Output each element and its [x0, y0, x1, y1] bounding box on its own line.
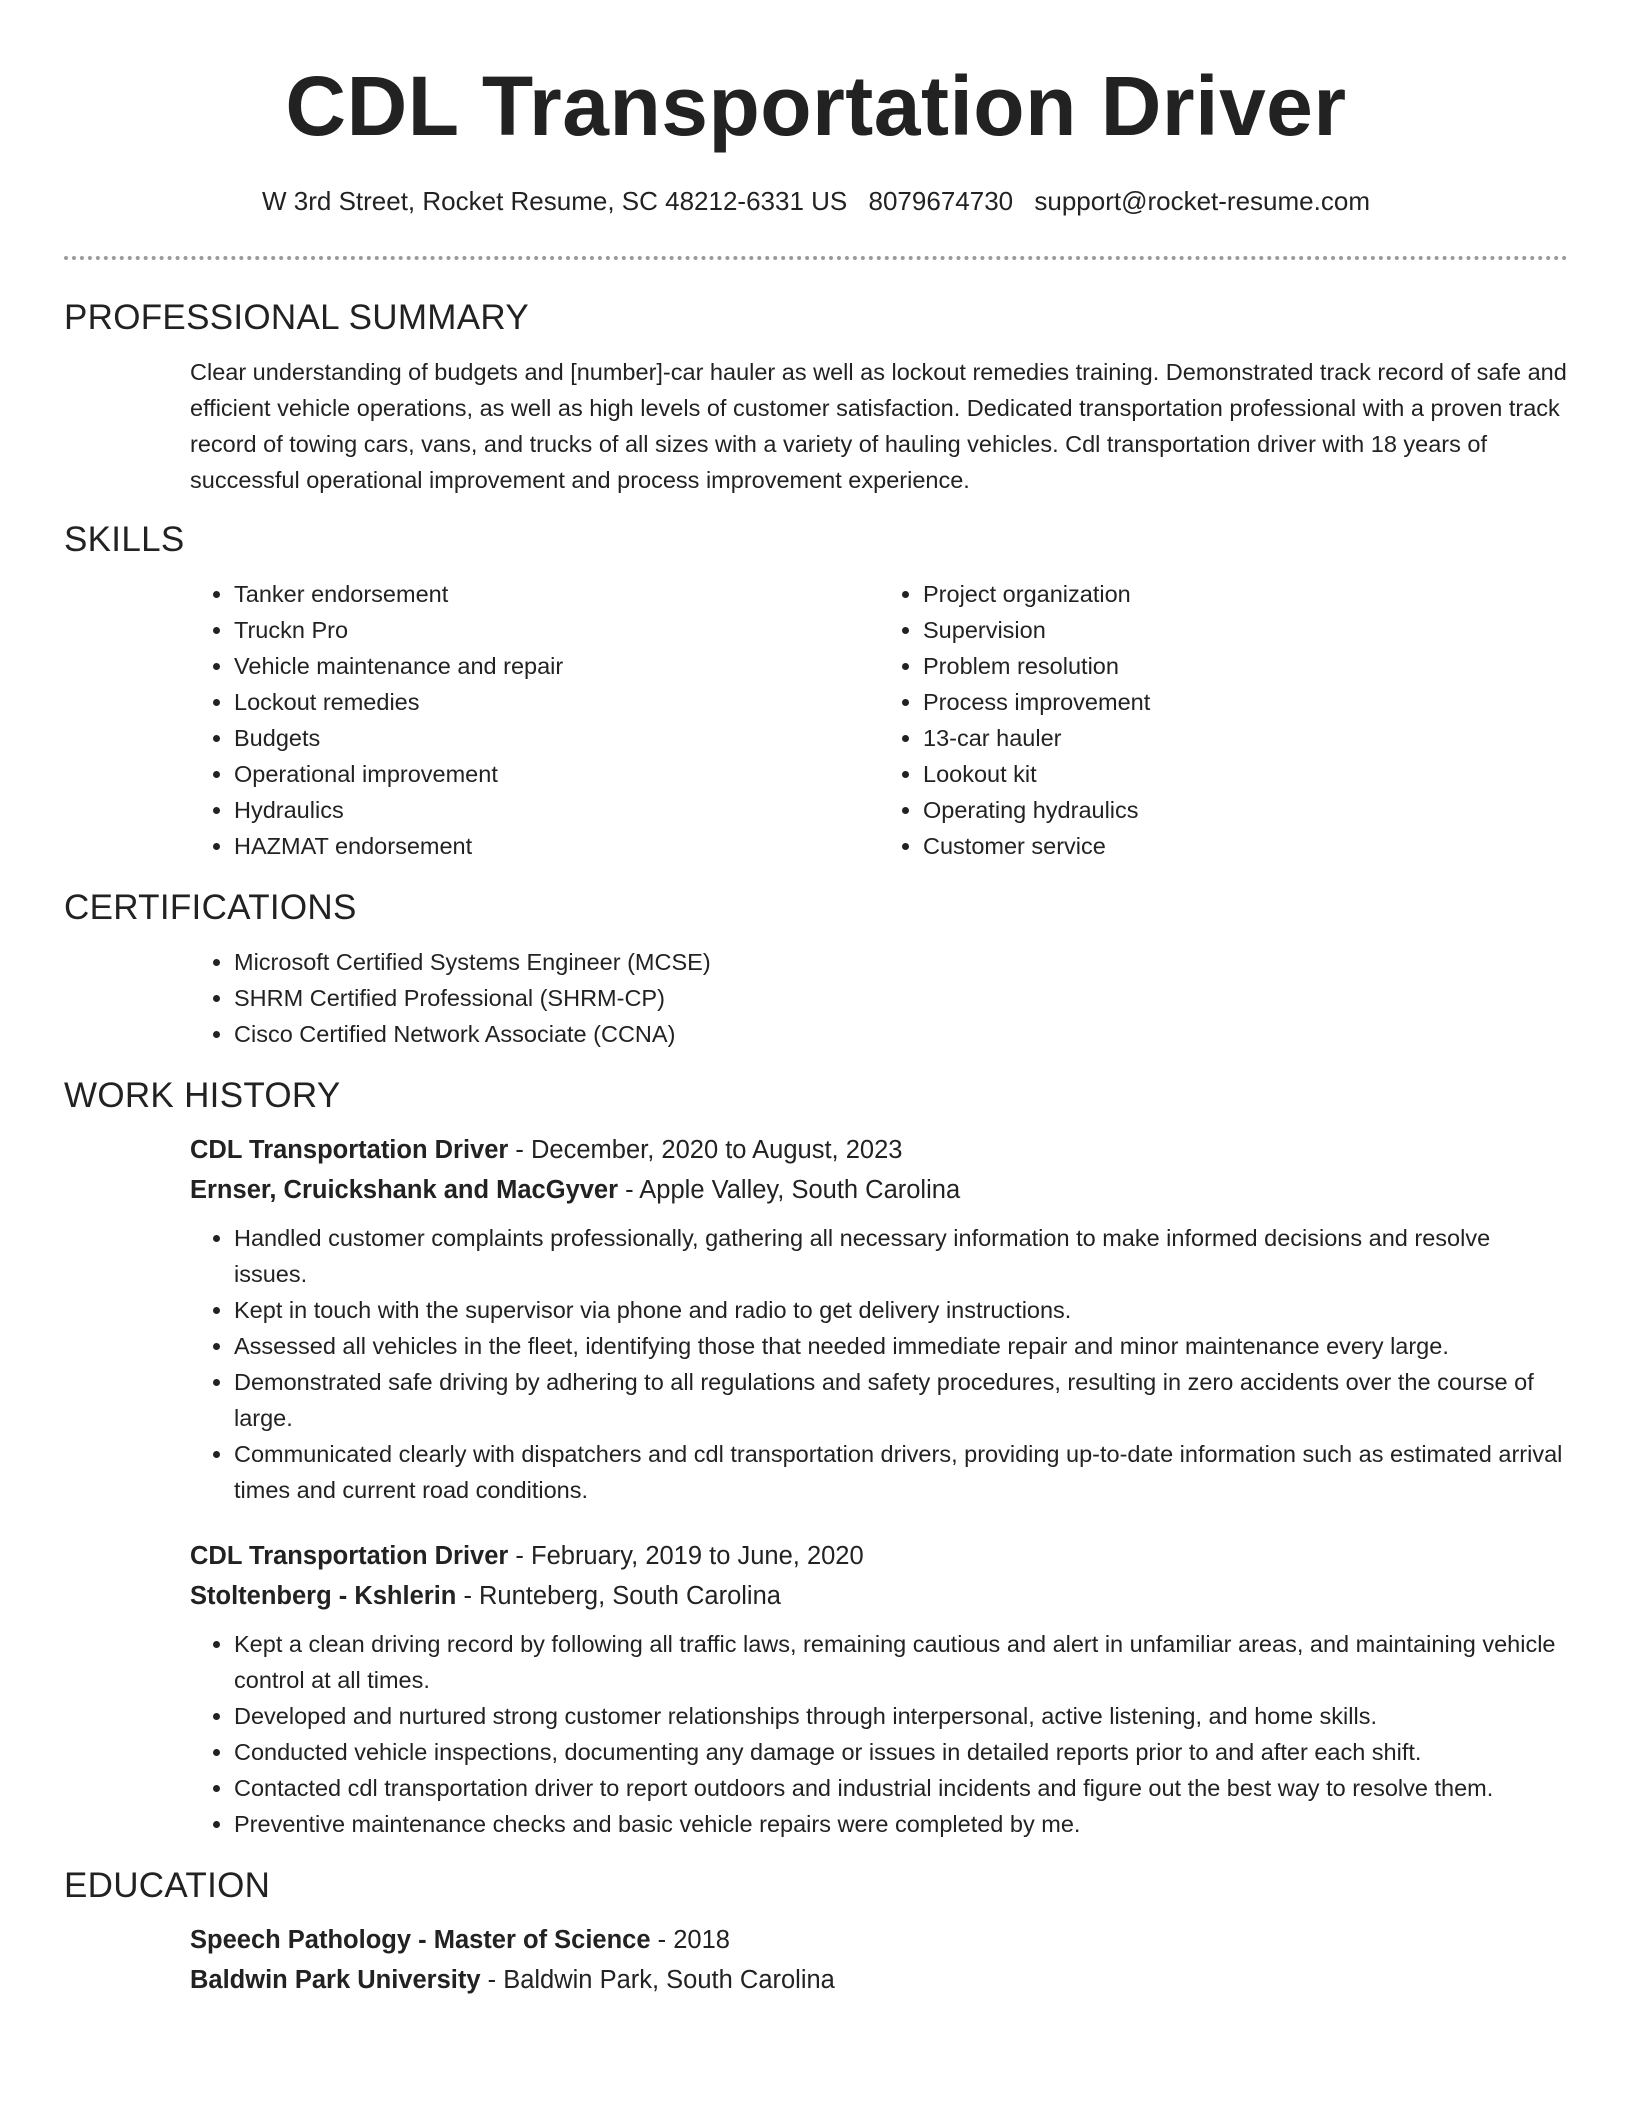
skill-item: • Customer service — [923, 828, 1568, 864]
skills-heading: SKILLS — [64, 520, 185, 559]
work-history-heading: WORK HISTORY — [64, 1076, 341, 1115]
skill-item: • Project organization — [923, 576, 1568, 612]
job-location: - Apple Valley, South Carolina — [618, 1176, 961, 1204]
education-degree-line — [190, 1920, 1568, 1960]
skill-item: • Truckn Pro — [234, 612, 879, 648]
contact-email[interactable]: support@rocket-resume.com — [1034, 186, 1370, 216]
job-bullet: • Kept in touch with the supervisor via phone and radio to get delivery instructions. — [234, 1292, 1568, 1328]
summary-heading: PROFESSIONAL SUMMARY — [64, 298, 529, 337]
certifications-section — [64, 886, 1568, 1052]
contact-address: W 3rd Street, Rocket Resume, SC 48212-6331 US — [262, 186, 848, 216]
skill-item: • Process improvement — [923, 684, 1568, 720]
education-section — [64, 1864, 1568, 2000]
summary-body — [190, 354, 1568, 498]
skill-item: • Operating hydraulics — [923, 792, 1568, 828]
education-entry — [190, 1920, 1568, 2000]
education-school: Baldwin Park University — [190, 1966, 481, 1994]
job-bullet: • Communicated clearly with dispatchers and cdl transportation drivers, providing up-to-date information such as estimated arrival times and current road conditions. — [234, 1436, 1568, 1508]
job-title: CDL Transportation Driver — [190, 1136, 509, 1164]
summary-section — [64, 296, 1568, 498]
certifications-heading: CERTIFICATIONS — [64, 888, 357, 927]
header-divider — [64, 256, 1568, 260]
education-degree: Speech Pathology - Master of Science — [190, 1926, 651, 1954]
certification-item: • Microsoft Certified Systems Engineer (MCSE) — [234, 944, 1568, 980]
job-company: Ernser, Cruickshank and MacGyver — [190, 1176, 619, 1204]
job-bullets — [190, 1626, 1568, 1842]
skill-item: • 13-car hauler — [923, 720, 1568, 756]
job-company-line — [190, 1576, 1568, 1616]
candidate-name: CDL Transportation Driver — [285, 59, 1347, 153]
job-company: Stoltenberg - Kshlerin — [190, 1582, 457, 1610]
skill-item: • HAZMAT endorsement — [234, 828, 879, 864]
job-title-line — [190, 1130, 1568, 1170]
skills-list-left — [190, 576, 879, 864]
skills-list-right — [879, 576, 1568, 864]
job-dates: - December, 2020 to August, 2023 — [508, 1136, 903, 1164]
education-year: - 2018 — [650, 1926, 730, 1954]
education-school-line — [190, 1960, 1568, 2000]
work-history-section — [64, 1074, 1568, 1842]
job-bullets — [190, 1220, 1568, 1508]
job-title: CDL Transportation Driver — [190, 1542, 509, 1570]
skill-item: • Hydraulics — [234, 792, 879, 828]
skill-item: • Lockout remedies — [234, 684, 879, 720]
summary-text: Clear understanding of budgets and [number]-car hauler as well as lockout remedies training. Demonstrated track record of safe and efficient vehicle operations, as well as high levels of customer satisfaction. Dedicated transportation professional with a proven track record of towing cars, vans, and trucks of all sizes with a variety of hauling vehicles. Cdl transportation driver with 18 years of successful operational improvement and process improvement experience. — [190, 359, 1567, 493]
contact-line — [64, 184, 1568, 218]
job-entry — [190, 1536, 1568, 1842]
job-location: - Runteberg, South Carolina — [456, 1582, 781, 1610]
skill-item: • Operational improvement — [234, 756, 879, 792]
job-bullet: • Demonstrated safe driving by adhering to all regulations and safety procedures, resulting in zero accidents over the course of large. — [234, 1364, 1568, 1436]
skills-grid — [190, 576, 1568, 864]
job-dates: - February, 2019 to June, 2020 — [508, 1542, 864, 1570]
skill-item: • Problem resolution — [923, 648, 1568, 684]
job-bullet: • Kept a clean driving record by following all traffic laws, remaining cautious and alert in unfamiliar areas, and maintaining vehicle control at all times. — [234, 1626, 1568, 1698]
skills-section — [64, 518, 1568, 864]
contact-phone: 8079674730 — [868, 186, 1014, 216]
certification-item: • Cisco Certified Network Associate (CCNA) — [234, 1016, 1568, 1052]
education-location: - Baldwin Park, South Carolina — [480, 1966, 835, 1994]
job-bullet: • Assessed all vehicles in the fleet, identifying those that needed immediate repair and minor maintenance every large. — [234, 1328, 1568, 1364]
job-bullet: • Contacted cdl transportation driver to report outdoors and industrial incidents and figure out the best way to resolve them. — [234, 1770, 1568, 1806]
skill-item: • Budgets — [234, 720, 879, 756]
certifications-list — [190, 944, 1568, 1052]
skill-item: • Vehicle maintenance and repair — [234, 648, 879, 684]
job-bullet: • Handled customer complaints professionally, gathering all necessary information to make informed decisions and resolve issues. — [234, 1220, 1568, 1292]
certifications-body — [190, 944, 1568, 1052]
job-bullet: • Developed and nurtured strong customer relationships through interpersonal, active listening, and home skills. — [234, 1698, 1568, 1734]
skill-item: • Supervision — [923, 612, 1568, 648]
certification-item: • SHRM Certified Professional (SHRM-CP) — [234, 980, 1568, 1016]
job-entry — [190, 1130, 1568, 1508]
job-bullet: • Conducted vehicle inspections, documenting any damage or issues in detailed reports prior to and after each shift. — [234, 1734, 1568, 1770]
job-bullet: • Preventive maintenance checks and basic vehicle repairs were completed by me. — [234, 1806, 1568, 1842]
education-heading: EDUCATION — [64, 1866, 271, 1905]
skill-item: • Tanker endorsement — [234, 576, 879, 612]
skill-item: • Lookout kit — [923, 756, 1568, 792]
job-title-line — [190, 1536, 1568, 1576]
job-company-line — [190, 1170, 1568, 1210]
